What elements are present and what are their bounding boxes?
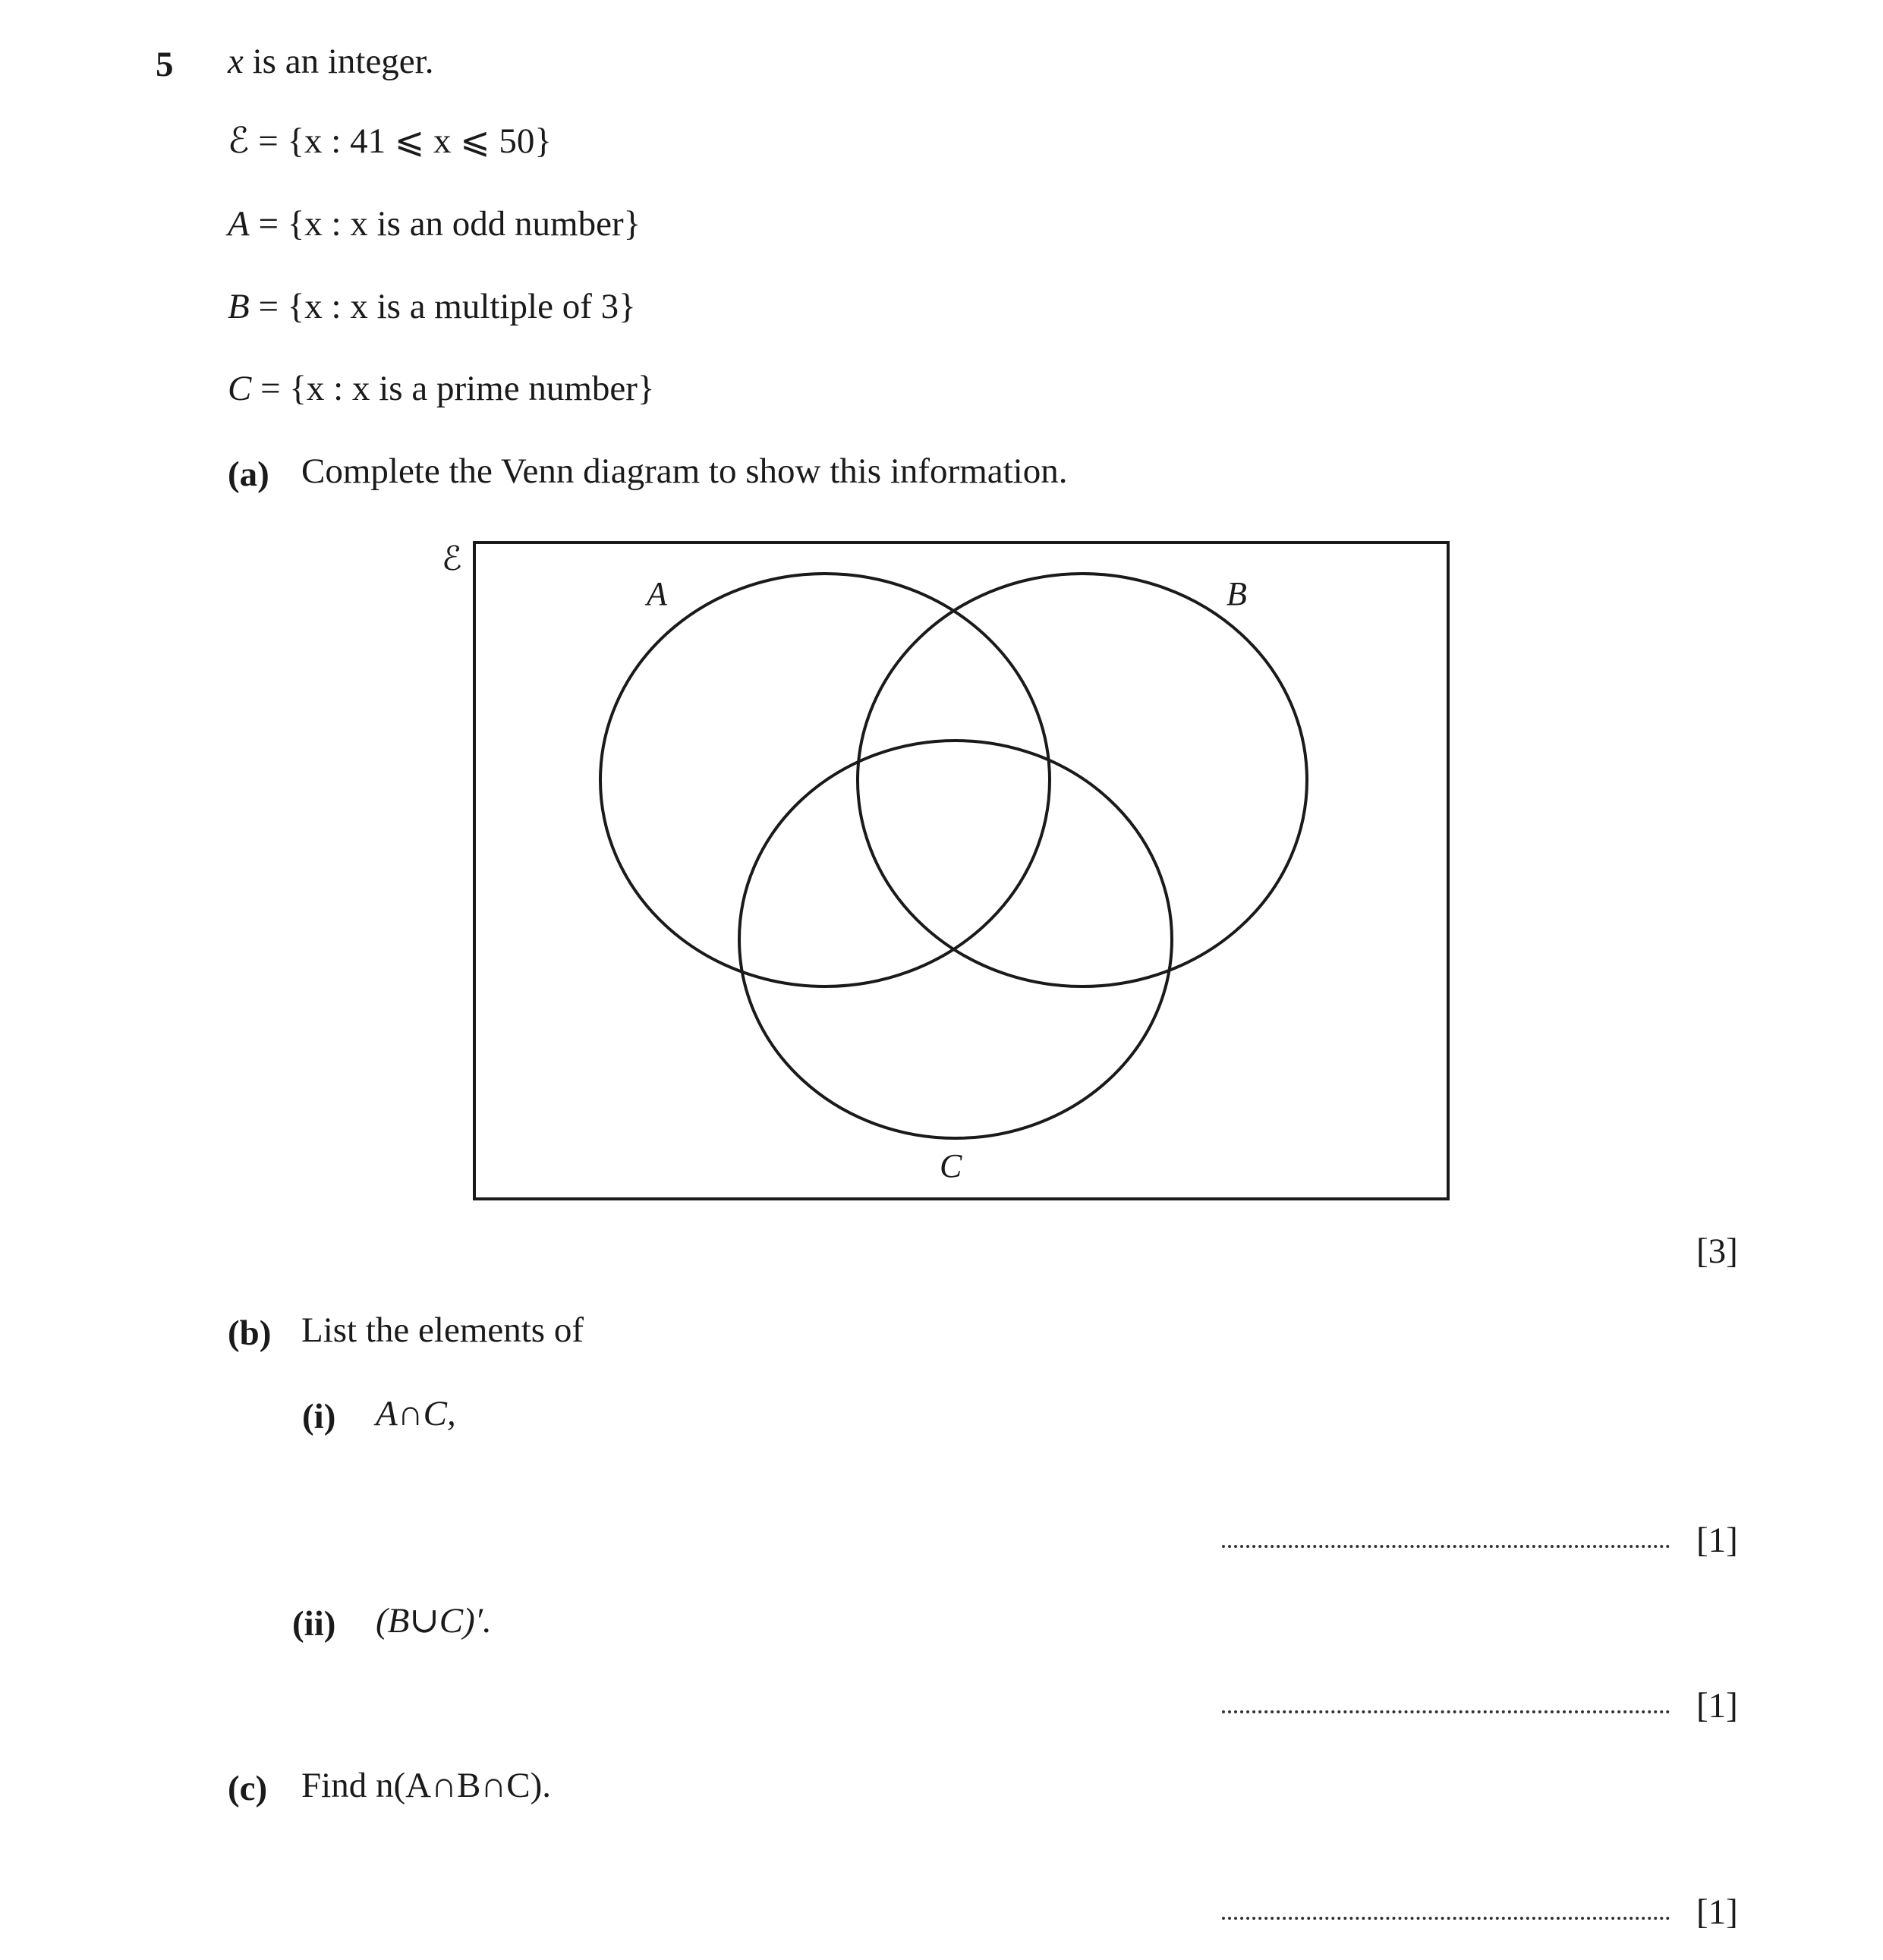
set-b-symbol: B: [228, 287, 250, 326]
set-b-rule: = {x : x is a multiple of 3}: [249, 287, 636, 326]
venn-label-b: B: [1226, 575, 1247, 612]
part-b-i-marks: [1]: [1696, 1521, 1738, 1560]
set-c-circle: [739, 741, 1172, 1138]
part-b-label: (b): [228, 1313, 272, 1353]
part-a-label: (a): [228, 455, 269, 494]
intro-text: is an integer.: [243, 42, 434, 81]
part-b-i-expression: A∩C,: [376, 1394, 456, 1433]
part-c-label: (c): [228, 1769, 268, 1808]
set-c-symbol: C: [228, 369, 252, 408]
part-b-ii-expression: (B∪C)′.: [376, 1601, 492, 1641]
part-b-i-label: (i): [302, 1397, 336, 1436]
part-b-i-answer-line[interactable]: [1222, 1545, 1670, 1548]
part-b-ii-marks: [1]: [1696, 1686, 1738, 1726]
part-a-marks: [3]: [1696, 1232, 1738, 1271]
set-c-rule: = {x : x is a prime number}: [251, 369, 655, 408]
part-b-ii-label: (ii): [292, 1604, 336, 1644]
part-c-answer-line[interactable]: [1222, 1917, 1670, 1920]
part-a-text: Complete the Venn diagram to show this information.: [301, 451, 1068, 491]
set-a-rule: = {x : x is an odd number}: [249, 204, 641, 244]
universal-rectangle: [474, 543, 1448, 1199]
universal-symbol: ℰ: [228, 121, 250, 161]
part-c-marks: [1]: [1696, 1892, 1738, 1932]
question-number: 5: [156, 45, 174, 84]
set-a-symbol: A: [228, 204, 250, 244]
part-b-text: List the elements of: [301, 1310, 584, 1350]
venn-universal-label: ℰ: [442, 540, 462, 577]
universal-set-rule: = {x : 41 ⩽ x ⩽ 50}: [249, 121, 552, 161]
part-b-ii-answer-line[interactable]: [1222, 1710, 1670, 1713]
part-c-text: Find n(A∩B∩C).: [301, 1766, 552, 1805]
intro-variable: x: [228, 42, 244, 81]
venn-label-c: C: [940, 1147, 962, 1184]
venn-label-a: A: [647, 575, 667, 612]
